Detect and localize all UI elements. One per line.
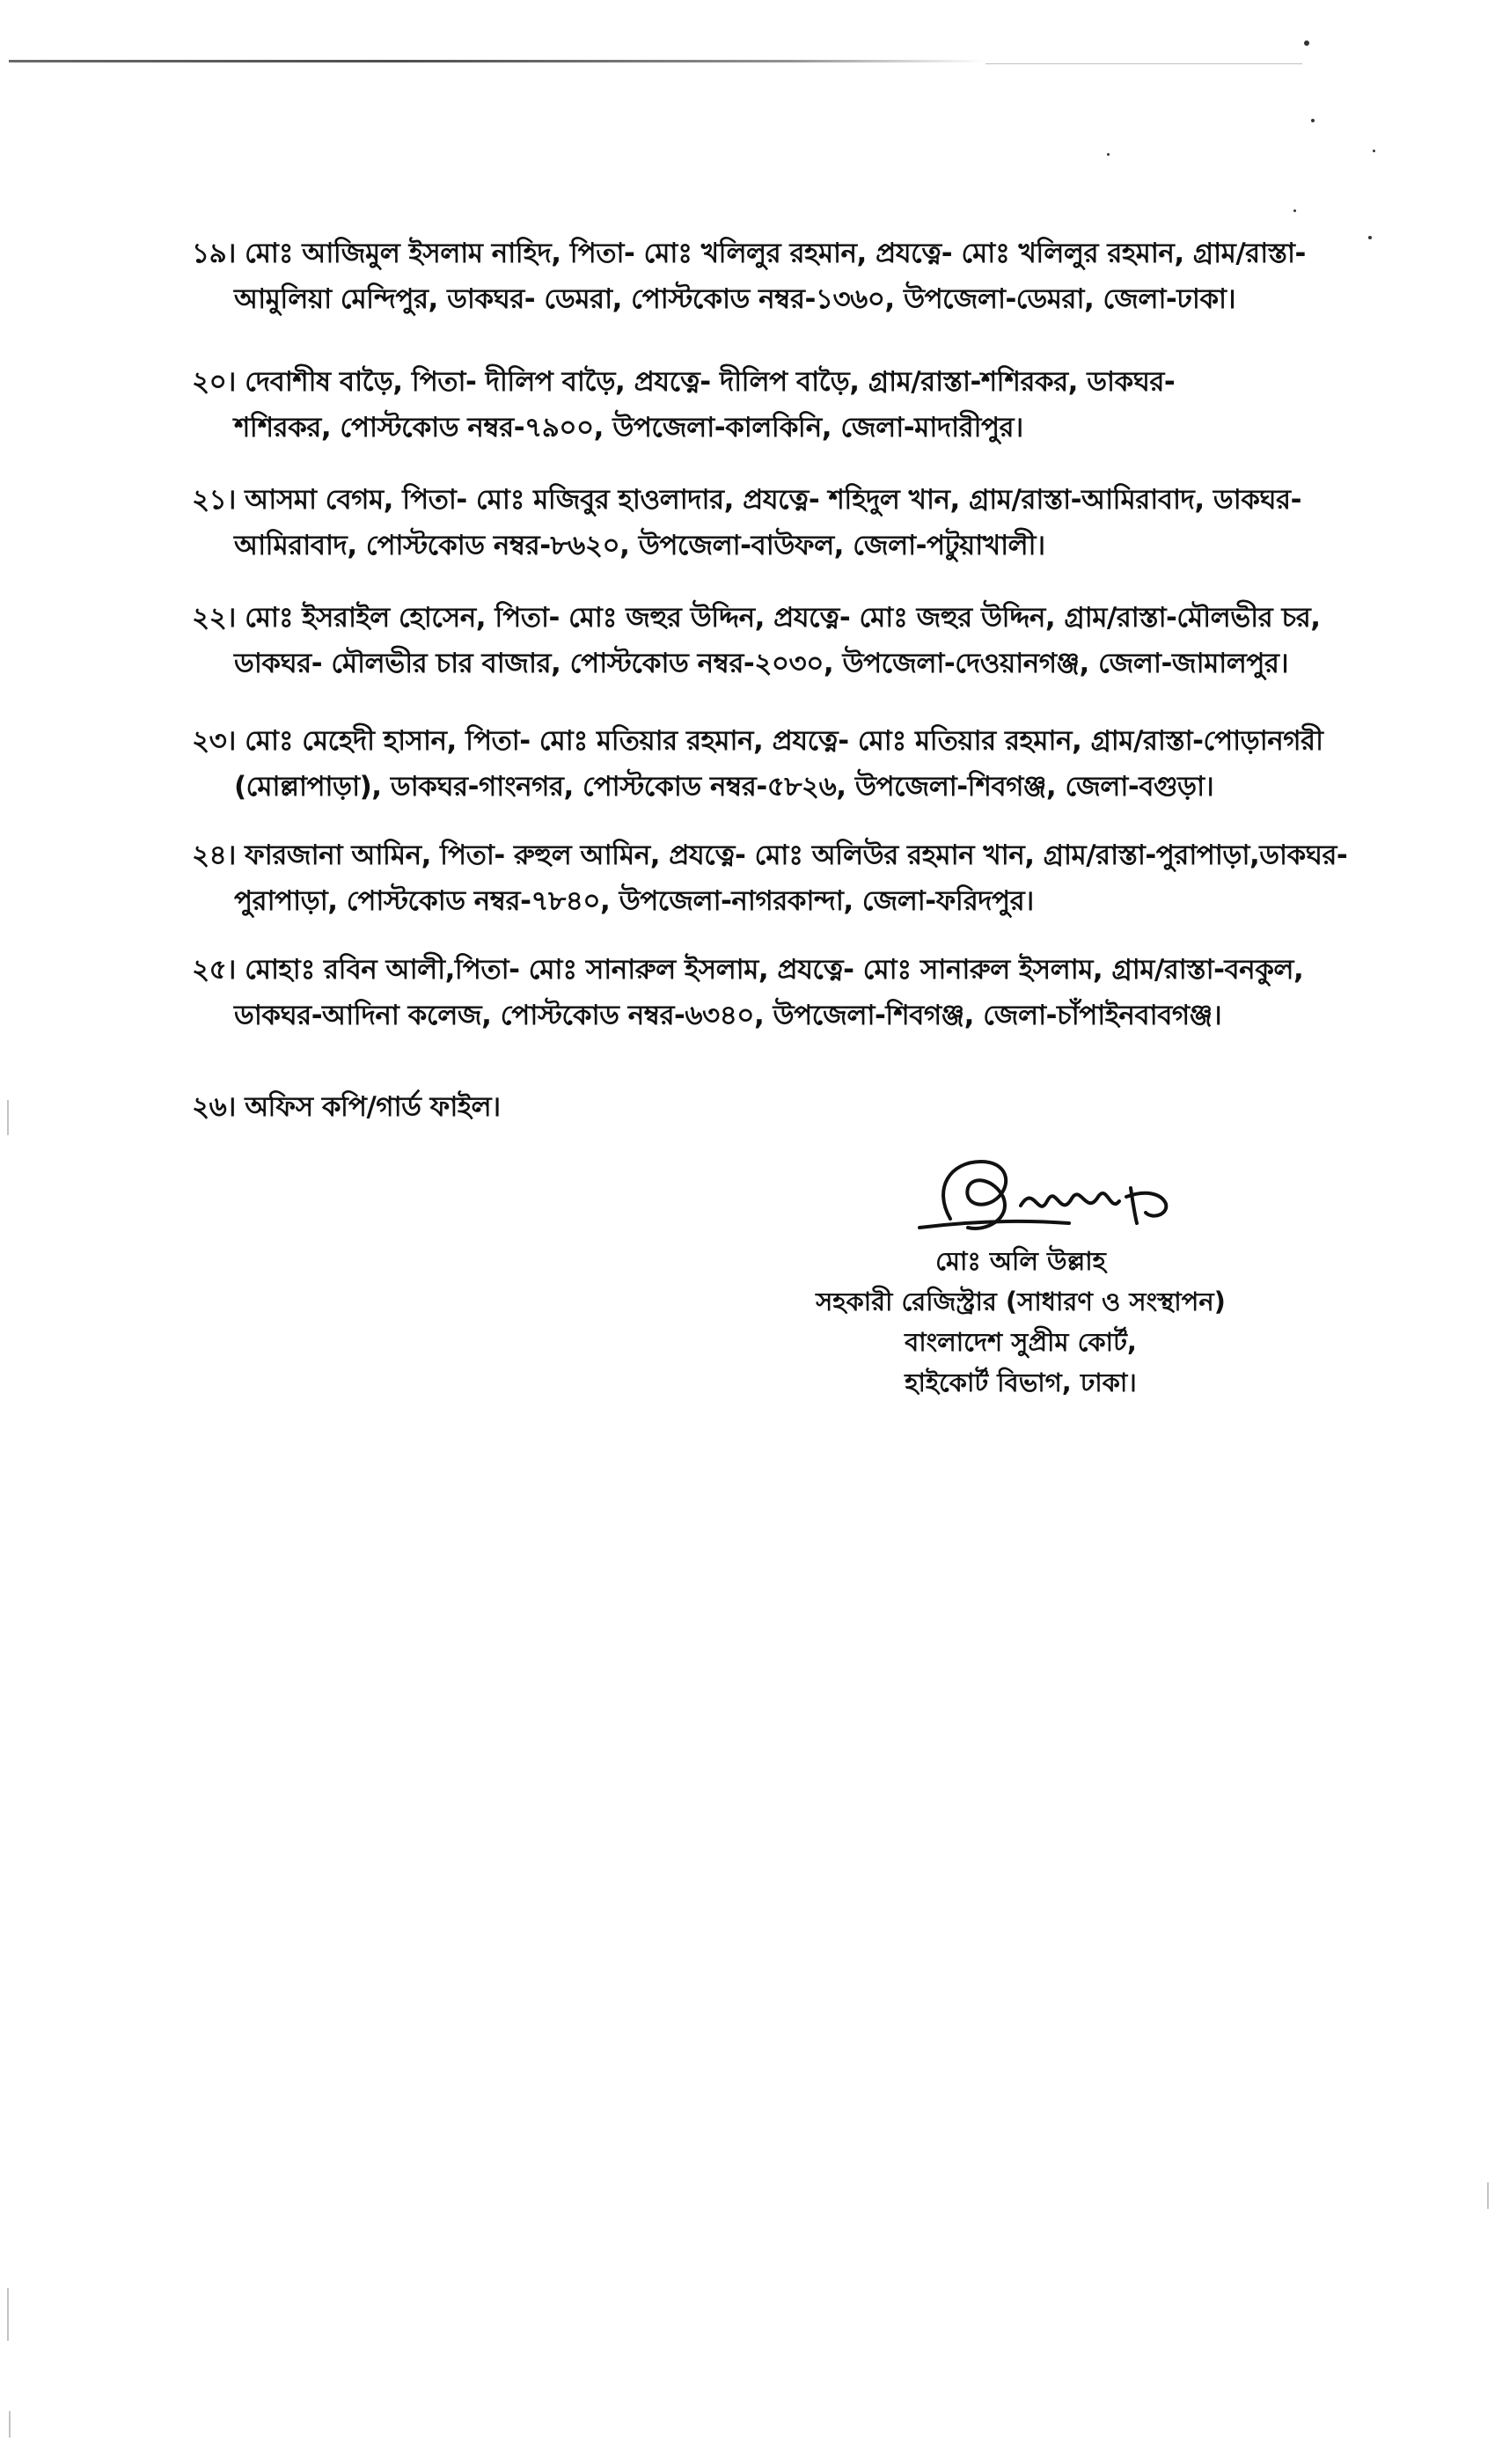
entry-24 xyxy=(192,832,1348,924)
entry-22 xyxy=(192,595,1321,686)
entry-number: ২৩। xyxy=(192,725,236,757)
scan-edge-line-faint xyxy=(985,63,1302,64)
signatory-block xyxy=(774,1241,1267,1403)
entry-line xyxy=(192,477,1309,523)
entry-text-continued: ডাকঘর- মৌলভীর চার বাজার, পোস্টকোড নম্বর-২০৩০, উপজেলা-দেওয়ানগঞ্জ, জেলা-জামালপুর। xyxy=(234,648,1289,679)
entry-text: মোঃ ইসরাইল হোসেন, পিতা- মোঃ জহুর উদ্দিন, প্রযত্নে- মোঃ জহুর উদ্দিন, গ্রাম/রাস্তা-মৌলভীর চর, xyxy=(245,602,1321,634)
entry-line xyxy=(192,718,1323,764)
entry-line xyxy=(192,359,1309,405)
scan-left-edge-mark xyxy=(7,1100,9,1135)
entry-25 xyxy=(192,947,1309,1038)
entry-number: ২৪। xyxy=(192,840,236,871)
entry-text-continued: (মোল্লাপাড়া), ডাকঘর-গাংনগর, পোস্টকোড নম্বর-৫৮২৬, উপজেলা-শিবগঞ্জ, জেলা-বগুড়া। xyxy=(234,771,1214,803)
entry-text-continued: আমিরাবাদ, পোস্টকোড নম্বর-৮৬২০, উপজেলা-বাউফল, জেলা-পটুয়াখালী। xyxy=(234,530,1045,561)
entry-number: ২০। xyxy=(192,366,236,398)
entry-text-continued: পুরাপাড়া, পোস্টকোড নম্বর-৭৮৪০, উপজেলা-নাগরকান্দা, জেলা-ফরিদপুর। xyxy=(234,885,1034,917)
scan-speck xyxy=(1368,236,1372,239)
entry-19 xyxy=(192,231,1309,322)
entry-21 xyxy=(192,477,1309,568)
entry-number: ২২। xyxy=(192,602,236,634)
entry-text: মোঃ আজিমুল ইসলাম নাহিদ, পিতা- মোঃ খলিলুর রহমান, প্রযত্নে- মোঃ খলিলুর রহমান, গ্রাম/রাস্তা- xyxy=(245,238,1306,269)
entry-text: অফিস কপি/গার্ড ফাইল। xyxy=(245,1091,501,1123)
signatory-division: হাইকোর্ট বিভাগ, ঢাকা। xyxy=(905,1368,1137,1397)
entry-text: মোঃ মেহেদী হাসান, পিতা- মোঃ মতিয়ার রহমান, প্রযত্নে- মোঃ মতিয়ার রহমান, গ্রাম/রাস্তা-পোড়ানগরী xyxy=(245,725,1323,757)
scan-speck xyxy=(1311,119,1315,122)
handwritten-signature xyxy=(915,1135,1232,1250)
signatory-office: বাংলাদেশ সুপ্রীম কোর্ট, xyxy=(905,1327,1137,1357)
entry-number: ২৫। xyxy=(192,954,236,986)
entry-text: ফারজানা আমিন, পিতা- রুহুল আমিন, প্রযত্নে- মোঃ অলিউর রহমান খান, গ্রাম/রাস্তা-পুরাপাড়া,ডাকঘর- xyxy=(245,840,1348,871)
signatory-designation: সহকারী রেজিস্ট্রার (সাধারণ ও সংস্থাপন) xyxy=(816,1287,1226,1316)
entry-line xyxy=(192,832,1348,878)
scan-speck xyxy=(1293,209,1296,212)
entry-line xyxy=(192,231,1309,276)
signatory-name: মোঃ অলি উল্লাহ xyxy=(935,1246,1106,1276)
scan-edge-line xyxy=(9,60,985,62)
entry-line xyxy=(192,1084,1309,1130)
entry-number: ২৬। xyxy=(192,1091,236,1123)
entry-text-continued: ডাকঘর-আদিনা কলেজ, পোস্টকোড নম্বর-৬৩৪০, উপজেলা-শিবগঞ্জ, জেলা-চাঁপাইনবাবগঞ্জ। xyxy=(234,1000,1222,1031)
scan-speck xyxy=(1107,153,1110,156)
entry-number: ১৯। xyxy=(192,238,236,269)
entry-text: মোহাঃ রবিন আলী,পিতা- মোঃ সানারুল ইসলাম, প্রযত্নে- মোঃ সানারুল ইসলাম, গ্রাম/রাস্তা-বনকুল, xyxy=(245,954,1304,986)
entry-26 xyxy=(192,1084,1309,1130)
entry-text-continued: শশিরকর, পোস্টকোড নম্বর-৭৯০০, উপজেলা-কালকিনি, জেলা-মাদারীপুর। xyxy=(234,412,1023,444)
entry-text: দেবাশীষ বাড়ৈ, পিতা- দীলিপ বাড়ৈ, প্রযত্নে- দীলিপ বাড়ৈ, গ্রাম/রাস্তা-শশিরকর, ডাকঘর- xyxy=(245,366,1176,398)
entry-line xyxy=(192,947,1309,993)
scan-right-edge-mark xyxy=(1487,2182,1489,2209)
entry-text-continued: আমুলিয়া মেন্দিপুর, ডাকঘর- ডেমরা, পোস্টকোড নম্বর-১৩৬০, উপজেলা-ডেমরা, জেলা-ঢাকা। xyxy=(234,283,1236,315)
entry-line xyxy=(192,595,1321,641)
scan-left-edge-mark xyxy=(7,2288,9,2341)
entry-text: আসমা বেগম, পিতা- মোঃ মজিবুর হাওলাদার, প্রযত্নে- শহিদুল খান, গ্রাম/রাস্তা-আমিরাবাদ, ডাকঘর- xyxy=(245,484,1301,516)
entry-23 xyxy=(192,718,1323,810)
entry-20 xyxy=(192,359,1309,451)
scan-left-edge-mark xyxy=(9,2411,11,2438)
scan-speck xyxy=(1304,40,1309,46)
scan-speck xyxy=(1373,150,1375,152)
entry-number: ২১। xyxy=(192,484,236,516)
